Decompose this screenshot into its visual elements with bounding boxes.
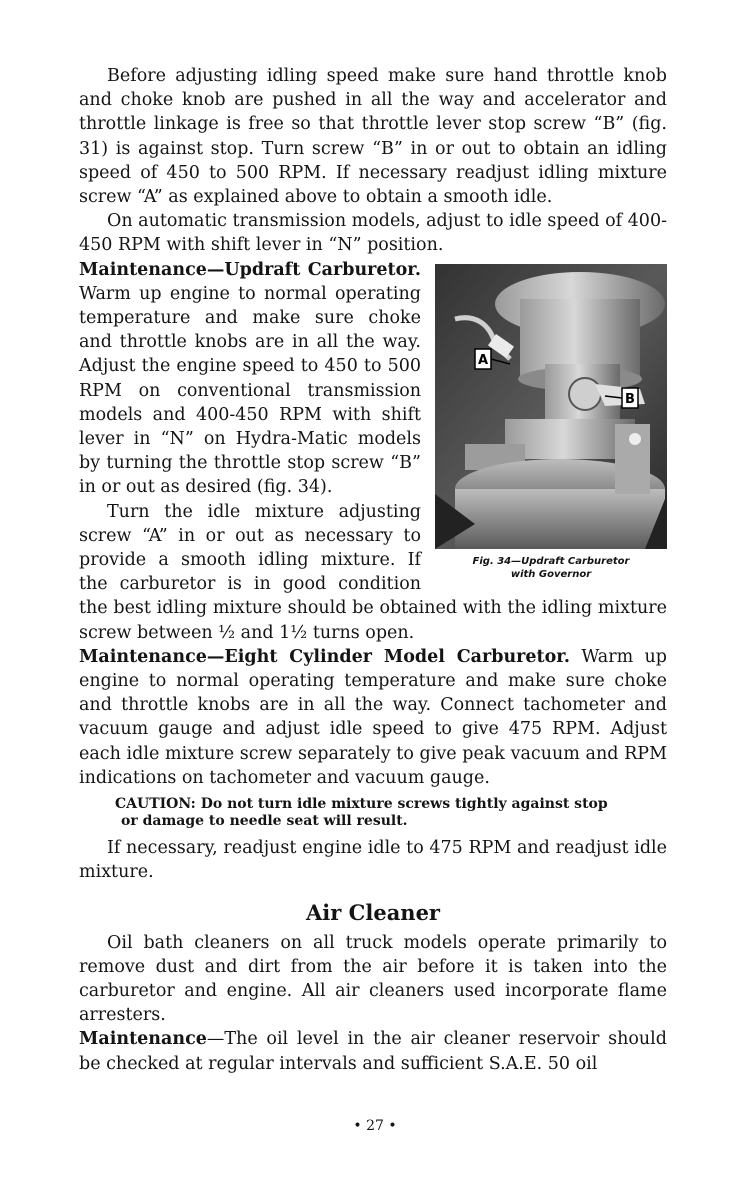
eight-cylinder-paragraph	[79, 645, 667, 790]
readjust-paragraph: If necessary, readjust engine idle to 475 RPM and readjust idle mixture.	[79, 838, 667, 883]
air-maintenance-paragraph	[79, 1027, 667, 1075]
caution-line-2: or damage to needle seat will result.	[121, 813, 408, 830]
figure-34	[435, 264, 667, 581]
idle-speed-paragraph: Before adjusting idling speed make sure hand throttle knob and choke knob are pushed in all the way and accelerator and throttle linkage is free so that throttle lever stop screw “B” (fig. 31) is against stop. Turn screw “B” in or out to obtain an idling speed of 450 to 500 RPM. If necessary readjust idling mixture screw “A” as explained above to obtain a smooth idle.	[79, 66, 667, 208]
eight-cylinder-text: Warm up engine to normal operating temperature and make sure choke and throttle knobs are in all the way. Connect tachometer and vacuum gauge and adjust idle speed to give 475 RPM. Adjust each idle mixture screw separately to give peak vacuum and RPM indications on tachometer and vacuum gauge.	[79, 646, 667, 788]
caption-line-1: Fig. 34—Updraft Carburetor	[472, 555, 630, 567]
air-maintenance-heading: Maintenance	[79, 1029, 207, 1050]
body-text	[79, 64, 667, 1076]
mixture-paragraph: Turn the idle mixture adjusting screw “A” in or out as necessary to provide a smooth idling mixture. If the carburetor is in good condition the best idling mixture should be obtained with the idling mixture screw between ½ and 1½ turns open.	[79, 501, 667, 643]
label-b: B	[625, 391, 635, 407]
caption-line-2: with Governor	[510, 568, 592, 580]
updraft-heading: Maintenance—Updraft Carburetor.	[79, 259, 421, 280]
carburetor-photo	[435, 264, 667, 549]
air-cleaner-paragraph: Oil bath cleaners on all truck models operate primarily to remove dust and dirt from the air before it is taken into the carburetor and engine. All air cleaners used incorporate flame arresters.	[79, 932, 667, 1026]
caution-line-1: CAUTION: Do not turn idle mixture screws tightly against stop	[115, 796, 608, 813]
page-number: • 27 •	[353, 1118, 397, 1134]
air-cleaner-title: Air Cleaner	[306, 899, 440, 925]
eight-cylinder-heading: Maintenance—Eight Cylinder Model Carburetor.	[79, 646, 571, 667]
automatic-transmission-paragraph: On automatic transmission models, adjust to idle speed of 400-450 RPM with shift lever in “N” position.	[79, 211, 667, 256]
figure-caption	[435, 555, 667, 581]
updraft-text: Warm up engine to normal operating temperature and make sure choke and throttle knobs are in all the way. Adjust the engine speed to 450 to 500 RPM on conventional transmission models and 400-450 RPM with shift lever in “N” on Hydra-Matic models by turning the throttle stop screw “B” in or out as desired (fig. 34).	[79, 283, 421, 498]
label-a: A	[477, 352, 489, 368]
updraft-section	[79, 258, 667, 645]
air-maintenance-text: —The oil level in the air cleaner reservoir should be checked at regular intervals and sufficient S.A.E. 50 oil	[79, 1029, 667, 1074]
caution-note	[115, 796, 667, 830]
